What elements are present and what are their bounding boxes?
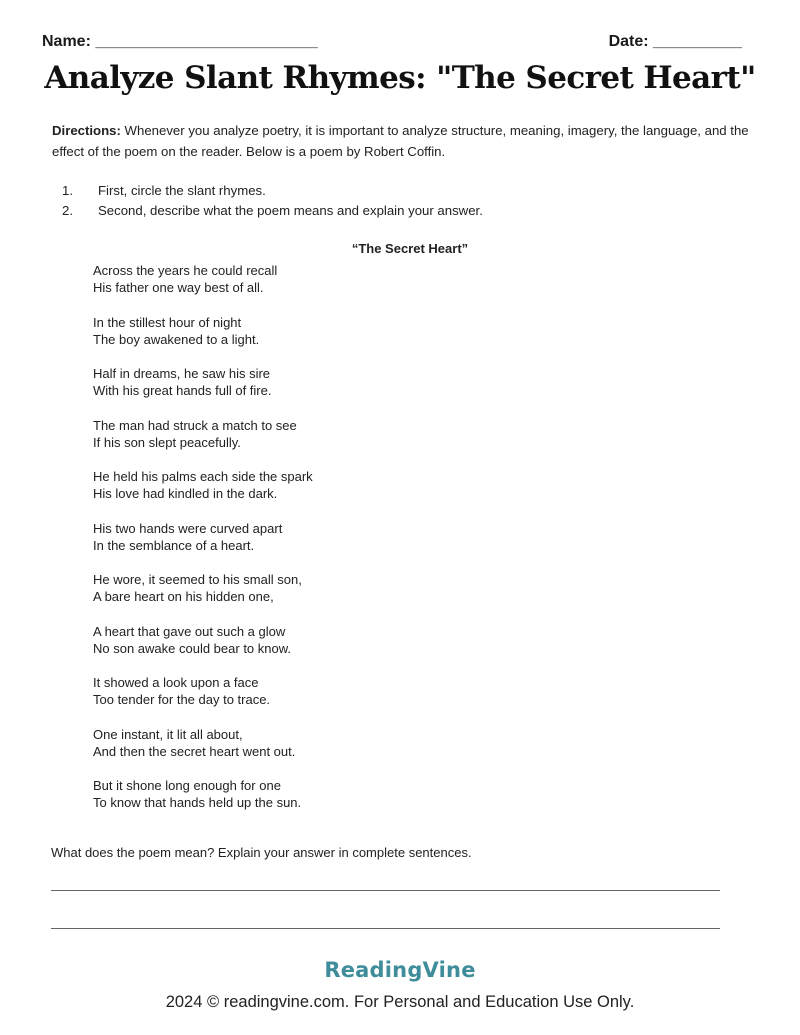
logo-text: ReadingVine	[324, 958, 476, 982]
step-item	[62, 181, 483, 201]
poem-line: No son awake could bear to know.	[93, 640, 292, 656]
step-number: 1.	[62, 183, 73, 198]
poem-line: A bare heart on his hidden one,	[93, 589, 274, 604]
poem-line: And then the secret heart went out.	[93, 743, 296, 759]
poem-line: His two hands were curved apart	[93, 520, 283, 536]
poem-line: To know that hands held up the sun.	[93, 795, 302, 810]
stanza	[93, 468, 313, 502]
step-number: 2.	[62, 203, 73, 218]
poem-line: The boy awakened to a light.	[93, 331, 260, 347]
stanza	[93, 777, 313, 811]
directions	[52, 120, 772, 162]
stanza	[93, 417, 313, 451]
poem-line: In the semblance of a heart.	[93, 537, 255, 553]
poem-line: Across the years he could recall	[93, 263, 278, 278]
date-field: Date: __________	[608, 33, 742, 50]
poem-line: It showed a look upon a face	[93, 675, 259, 690]
answer-line	[51, 890, 720, 891]
poem-line: His love had kindled in the dark.	[93, 486, 278, 501]
poem-line: He held his palms each side the spark	[93, 469, 313, 484]
stanza	[93, 365, 313, 399]
directions-text: Whenever you analyze poetry, it is important to analyze structure, meaning, imagery, the language, and the effect of the poem on the reader. Below is a poem by Robert Coffin.	[52, 123, 749, 159]
poem-line: The man had struck a match to see	[93, 417, 297, 433]
poem-title: “The Secret Heart”	[351, 241, 469, 256]
poem-line: His father one way best of all.	[93, 280, 264, 295]
poem	[93, 262, 313, 829]
poem-line: But it shone long enough for one	[93, 778, 281, 793]
stanza	[93, 571, 313, 605]
answer-line	[51, 928, 720, 929]
stanza	[93, 623, 313, 657]
stanza	[93, 520, 313, 554]
step-text: First, circle the slant rhymes.	[98, 183, 266, 198]
readingvine-logo	[0, 958, 800, 982]
poem-line: Too tender for the day to trace.	[93, 692, 271, 707]
step-text: Second, describe what the poem means and explain your answer.	[98, 203, 483, 218]
poem-line: A heart that gave out such a glow	[93, 623, 286, 639]
steps-list	[62, 181, 483, 221]
poem-line: One instant, it lit all about,	[93, 726, 243, 742]
copyright-notice: 2024 © readingvine.com. For Personal and Education Use Only.	[165, 993, 635, 1011]
poem-line: Half in dreams, he saw his sire	[93, 366, 271, 381]
question-prompt: What does the poem mean? Explain your answer in complete sentences.	[51, 845, 472, 860]
step-item	[62, 201, 483, 221]
name-field: Name: _________________________	[42, 33, 318, 50]
poem-line: He wore, it seemed to his small son,	[93, 572, 302, 587]
stanza	[93, 726, 313, 760]
stanza	[93, 314, 313, 348]
poem-line: If his son slept peacefully.	[93, 434, 241, 450]
stanza	[93, 262, 313, 296]
poem-line: In the stillest hour of night	[93, 314, 242, 330]
worksheet-title: Analyze Slant Rhymes: "The Secret Heart"	[44, 60, 756, 96]
header-row	[42, 33, 742, 53]
stanza	[93, 674, 313, 708]
poem-line: With his great hands full of fire.	[93, 383, 272, 398]
directions-label: Directions:	[52, 123, 121, 138]
